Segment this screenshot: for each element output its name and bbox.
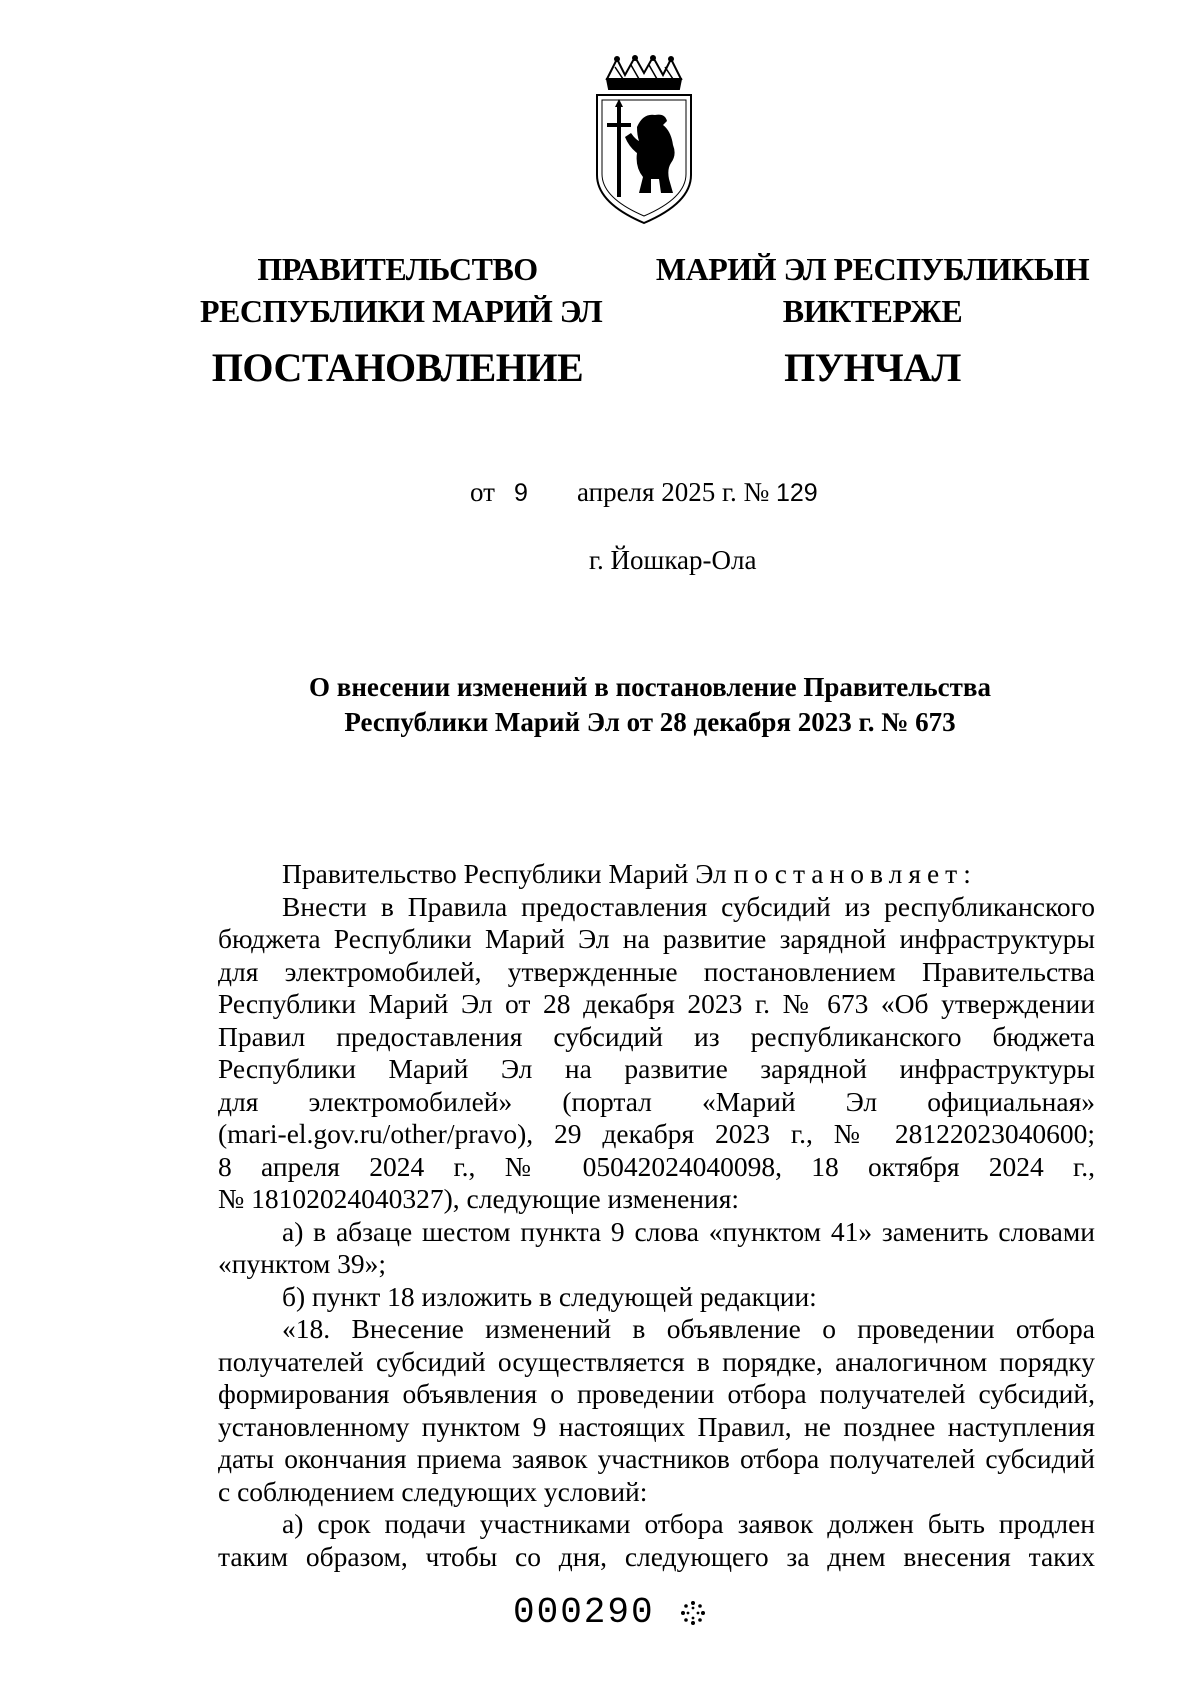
body-line: таким образом, чтобы со дня, следующего за днем внесения таких xyxy=(218,1540,1095,1572)
body-line: установленному пунктом 9 настоящих Правил, не позднее наступления xyxy=(218,1410,1095,1442)
body-line: Республики Марий Эл от 28 декабря 2023 г. № 673 «Об утверждении xyxy=(218,988,1095,1019)
title-line-2: Республики Марий Эл от 28 декабря 2023 г. № 673 xyxy=(344,707,956,737)
body-line: для электромобилей» (портал «Марий Эл официальная» xyxy=(218,1085,1095,1117)
date-prefix: от xyxy=(470,477,495,507)
body-line: Правил предоставления субсидий из республиканского бюджета xyxy=(218,1020,1095,1052)
government-header-mari xyxy=(655,248,1090,392)
body-line: бюджета Республики Марий Эл на развитие зарядной инфраструктуры xyxy=(218,923,1095,954)
header-line-2: ВИКТЕРЖЕ xyxy=(782,293,963,329)
date-month-year: апреля 2025 г. № xyxy=(577,477,770,507)
header-line-2: РЕСПУБЛИКИ МАРИЙ ЭЛ xyxy=(200,293,603,329)
body-line: для электромобилей, утвержденные постановлением Правительства xyxy=(218,955,1095,987)
body-line: 8 апреля 2024 г., № 05042024040098, 18 октября 2024 г., xyxy=(218,1150,1095,1182)
body-line: (mari-el.gov.ru/other/pravo), 29 декабря 2023 г., № 28122023040600; xyxy=(218,1118,1095,1149)
coat-of-arms-icon xyxy=(593,55,695,229)
asterisk-ornament-icon xyxy=(680,1600,706,1626)
decree-verb: постановляет: xyxy=(733,858,977,889)
document-type: ПОСТАНОВЛЕНИЕ xyxy=(211,345,584,390)
body-line: формирования объявления о проведении отбора получателей субсидий, xyxy=(218,1378,1095,1409)
body-line: получателей субсидий осуществляется в порядке, аналогичном порядку xyxy=(218,1345,1095,1377)
body-line: Республики Марий Эл на развитие зарядной инфраструктуры xyxy=(218,1053,1095,1084)
body-line: с соблюдением следующих условий: xyxy=(218,1475,648,1507)
body-line: а) срок подачи участниками отбора заявок должен быть продлен xyxy=(282,1508,1095,1539)
body-line xyxy=(218,858,1095,891)
body-line: «18. Внесение изменений в объявление о проведении отбора xyxy=(282,1313,1095,1344)
date-day: 9 xyxy=(514,479,528,507)
document-body xyxy=(218,858,1095,1573)
document-city: г. Йошкар-Ола xyxy=(589,545,757,575)
document-number: 129 xyxy=(776,479,818,507)
body-line: Внести в Правила предоставления субсидий из республиканского xyxy=(282,890,1095,922)
document-title xyxy=(210,670,1090,740)
body-line: даты окончания приема заявок участников отбора получателей субсидий xyxy=(218,1443,1095,1474)
header-line-1: МАРИЙ ЭЛ РЕСПУБЛИКЫН xyxy=(655,251,1090,287)
body-line: «пунктом 39»; xyxy=(218,1248,386,1279)
document-date-line xyxy=(470,475,818,510)
body-line: а) в абзаце шестом пункта 9 слова «пунктом 41» заменить словами xyxy=(282,1215,1095,1247)
title-line-1: О внесении изменений в постановление Правительства xyxy=(309,672,991,702)
page-number: 000290 xyxy=(513,1592,655,1633)
body-text: Правительство Республики Марий Эл xyxy=(282,858,734,889)
government-header-russian xyxy=(200,248,603,392)
header-line-1: ПРАВИТЕЛЬСТВО xyxy=(257,251,538,287)
body-line: № 18102024040327), следующие изменения: xyxy=(218,1183,739,1214)
document-type: ПУНЧАЛ xyxy=(784,345,961,390)
body-line: б) пункт 18 изложить в следующей редакции: xyxy=(282,1280,817,1312)
